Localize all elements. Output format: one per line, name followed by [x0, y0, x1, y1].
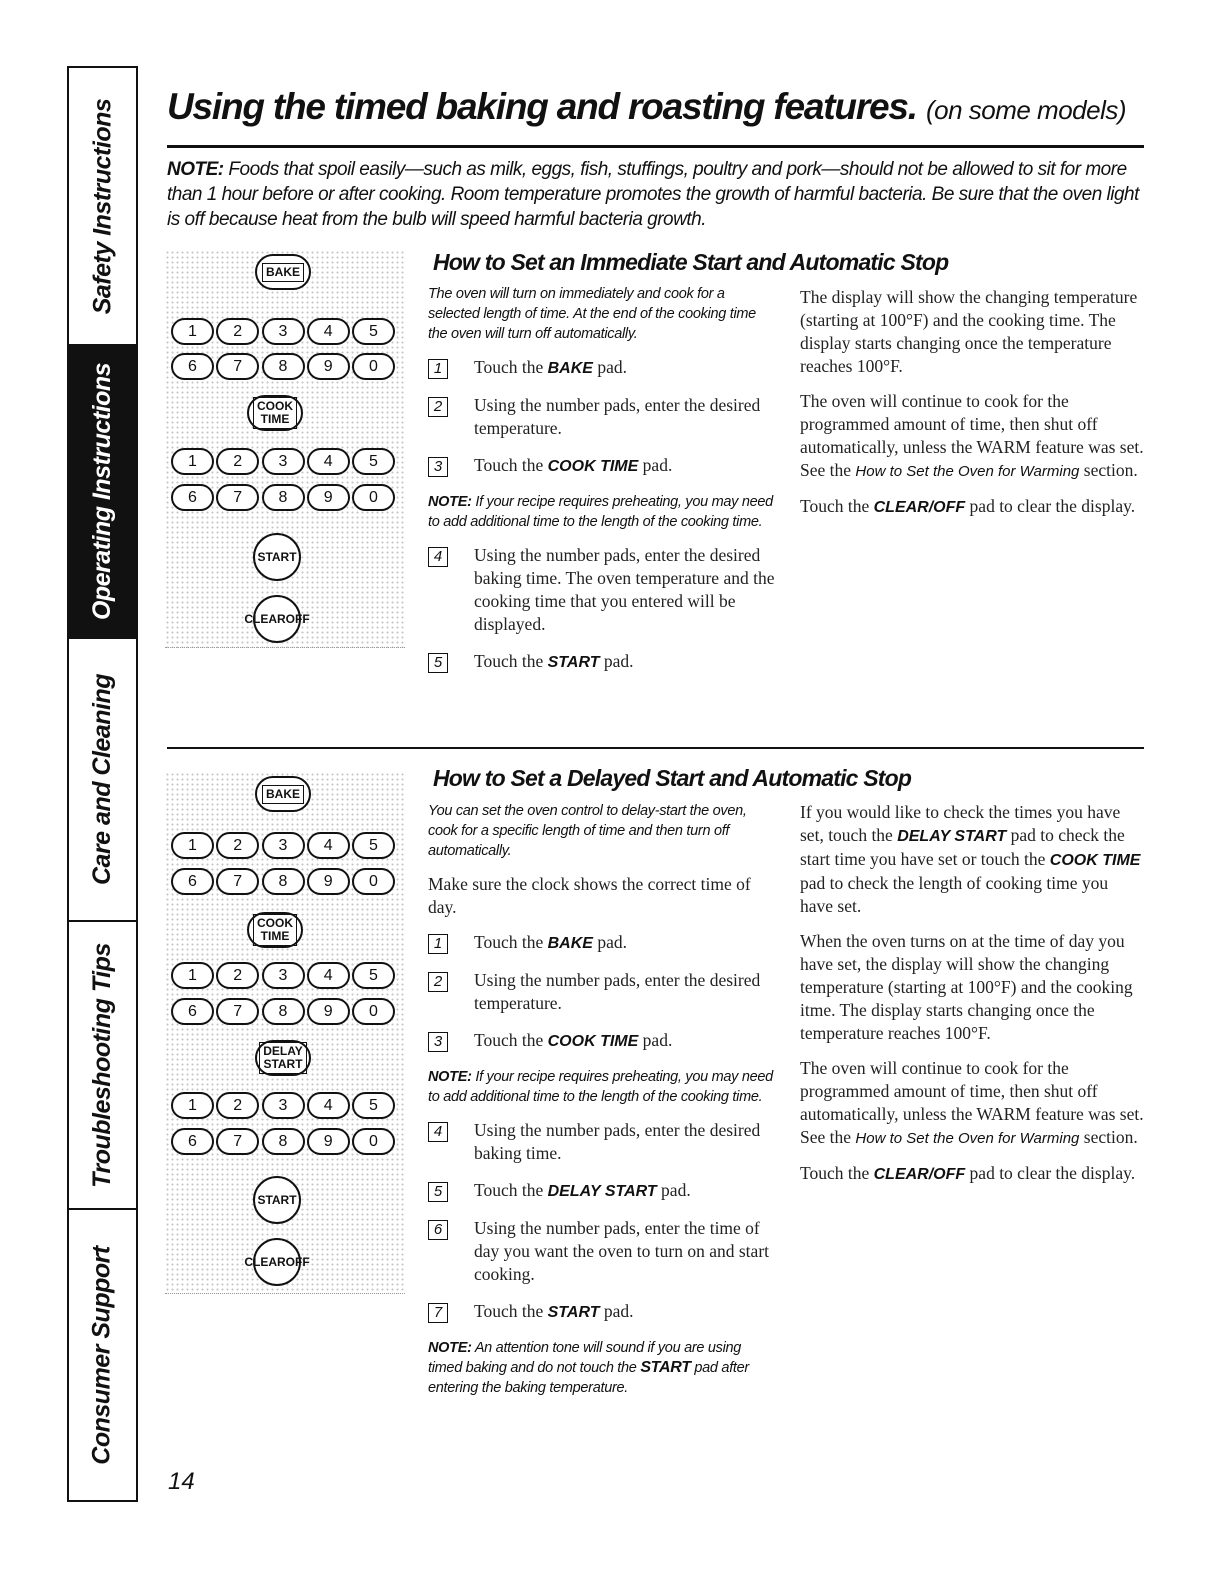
number-pad: 7	[216, 1128, 259, 1155]
cook-time-keyword: COOK TIME	[547, 1033, 639, 1050]
display-paragraph: The display will show the changing temperature (starting at 100°F) and the cooking time. The display starts changing once the temperature reaches 100°F.	[800, 287, 1138, 376]
title-subtitle: (on some models)	[925, 95, 1127, 125]
note-label: NOTE:	[167, 159, 224, 180]
section-heading-immediate-start: How to Set an Immediate Start and Automatic Stop	[433, 249, 949, 275]
start-keyword: START	[547, 654, 600, 671]
number-pad: 7	[216, 868, 259, 895]
number-pad: 8	[262, 1128, 305, 1155]
step-number: 1	[428, 934, 448, 954]
number-pad: 7	[216, 998, 259, 1025]
number-pad: 4	[307, 832, 350, 859]
start-keyword: START	[640, 1359, 691, 1376]
section1-intro: The oven will turn on immediately and cook for a selected length of time. At the end of the cooking time the oven will turn off automatically.	[428, 286, 756, 342]
number-pad: 9	[307, 1128, 350, 1155]
step-number: 5	[428, 1182, 448, 1202]
tab-label: Consumer Support	[88, 1245, 116, 1465]
step-number: 4	[428, 1122, 448, 1142]
number-pad: 3	[262, 318, 305, 345]
number-row	[171, 832, 395, 859]
number-pad: 7	[216, 484, 259, 511]
number-row	[171, 868, 395, 895]
section2-right-column	[800, 801, 1145, 1198]
number-row	[171, 484, 395, 511]
number-pad: 9	[307, 868, 350, 895]
tab-label: Operating Instructions	[88, 362, 116, 621]
check-times-paragraph: If you would like to check the times you have set, touch the DELAY START pad to check the start time you have set or touch the COOK TIME pad to check the length of cooking time you have set.	[800, 802, 1141, 916]
display-paragraph: When the oven turns on at the time of day you have set, the display will show the changing temperature (starting at 100°F) and the cooking itme. The display starts changing once the temperature reaches 100°F.	[800, 931, 1133, 1043]
tab-operating-instructions[interactable]	[69, 346, 136, 639]
number-row	[171, 962, 395, 989]
step-number: 5	[428, 653, 448, 673]
section2-intro: You can set the oven control to delay-start the oven, cook for a specific length of time and then turn off automatically.	[428, 803, 747, 859]
number-pad: 3	[262, 962, 305, 989]
warming-section-reference: How to Set the Oven for Warming	[855, 463, 1080, 480]
number-row	[171, 1128, 395, 1155]
number-pad: 0	[352, 353, 395, 380]
number-pad: 3	[262, 1092, 305, 1119]
warm-paragraph: The oven will continue to cook for the programmed amount of time, then shut off automatically, unless the WARM feature was set. See the How to Set the Oven for Warming section.	[800, 1058, 1144, 1147]
tab-label: Safety Instructions	[88, 98, 116, 314]
tab-consumer-support[interactable]	[69, 1210, 136, 1500]
number-pad: 5	[352, 448, 395, 475]
number-pad: 4	[307, 1092, 350, 1119]
number-pad: 6	[171, 353, 214, 380]
start-pad: START	[253, 533, 301, 581]
title-text: Using the timed baking and roasting features.	[167, 86, 917, 127]
step-number: 4	[428, 547, 448, 567]
tab-care-and-cleaning[interactable]	[69, 639, 136, 922]
step-4: 4 Using the number pads, enter the desired baking time.	[428, 1119, 778, 1165]
number-pad: 7	[216, 353, 259, 380]
number-pad: 2	[216, 448, 259, 475]
step-2: 2 Using the number pads, enter the desired temperature.	[428, 394, 778, 440]
number-pad: 0	[352, 998, 395, 1025]
number-pad: 5	[352, 318, 395, 345]
number-pad: 0	[352, 868, 395, 895]
cook-time-keyword: COOK TIME	[1049, 852, 1141, 869]
step-3: 3 Touch the COOK TIME pad.	[428, 454, 778, 478]
keypad-illustration-delayed	[165, 772, 405, 1294]
section2-left-column	[428, 801, 778, 1410]
start-pad: START	[253, 1176, 301, 1224]
preheating-note: NOTE: If your recipe requires preheating, you may need to add additional time to the length of the cooking time.	[428, 1069, 773, 1105]
step-number: 7	[428, 1303, 448, 1323]
title-divider	[167, 145, 1144, 148]
delay-start-keyword: DELAY START	[897, 828, 1007, 845]
start-keyword: START	[547, 1304, 600, 1321]
section1-right-column	[800, 286, 1145, 531]
cook-time-keyword: COOK TIME	[547, 458, 639, 475]
clear-off-pad: CLEAR OFF	[253, 595, 301, 643]
step-3: 3 Touch the COOK TIME pad.	[428, 1029, 778, 1053]
section-heading-delayed-start: How to Set a Delayed Start and Automatic Stop	[433, 765, 912, 791]
number-pad: 3	[262, 448, 305, 475]
step-number: 6	[428, 1220, 448, 1240]
number-pad: 2	[216, 1092, 259, 1119]
number-pad: 5	[352, 1092, 395, 1119]
step-number: 1	[428, 359, 448, 379]
delay-start-keyword: DELAY START	[547, 1183, 657, 1200]
sidebar-nav	[67, 66, 138, 1502]
number-pad: 6	[171, 868, 214, 895]
number-pad: 6	[171, 484, 214, 511]
number-pad: 1	[171, 448, 214, 475]
number-pad: 9	[307, 353, 350, 380]
step-number: 2	[428, 972, 448, 992]
number-pad: 4	[307, 448, 350, 475]
delay-start-pad: DELAY START	[255, 1040, 311, 1076]
bake-pad: BAKE	[255, 254, 311, 290]
number-row	[171, 998, 395, 1025]
number-pad: 0	[352, 484, 395, 511]
tab-label: Care and Cleaning	[88, 674, 116, 885]
number-pad: 4	[307, 318, 350, 345]
number-pad: 5	[352, 832, 395, 859]
step-number: 3	[428, 1032, 448, 1052]
number-pad: 2	[216, 832, 259, 859]
number-row	[171, 353, 395, 380]
number-pad: 8	[262, 353, 305, 380]
page-number: 14	[168, 1468, 195, 1495]
attention-tone-note: NOTE: An attention tone will sound if you are using timed baking and do not touch the START pad after entering the baking temperature.	[428, 1340, 749, 1396]
food-safety-note	[167, 157, 1147, 232]
section-divider	[167, 747, 1144, 749]
warming-section-reference: How to Set the Oven for Warming	[855, 1130, 1080, 1147]
step-number: 2	[428, 397, 448, 417]
warm-paragraph: The oven will continue to cook for the programmed amount of time, then shut off automatically, unless the WARM feature was set. See the How to Set the Oven for Warming section.	[800, 391, 1144, 480]
number-pad: 4	[307, 962, 350, 989]
tab-safety-instructions[interactable]	[69, 68, 136, 346]
clear-paragraph: Touch the CLEAR/OFF pad to clear the display.	[800, 496, 1136, 516]
number-pad: 3	[262, 832, 305, 859]
clear-paragraph: Touch the CLEAR/OFF pad to clear the display.	[800, 1163, 1136, 1183]
number-pad: 6	[171, 1128, 214, 1155]
number-pad: 8	[262, 868, 305, 895]
bake-keyword: BAKE	[547, 935, 593, 952]
number-pad: 1	[171, 1092, 214, 1119]
step-1: 1 Touch the BAKE pad.	[428, 931, 778, 955]
number-pad: 1	[171, 318, 214, 345]
number-row	[171, 1092, 395, 1119]
cook-time-pad: COOK TIME	[247, 912, 303, 948]
section1-left-column	[428, 284, 778, 688]
keypad-illustration-immediate	[165, 250, 405, 648]
number-pad: 9	[307, 998, 350, 1025]
clock-instruction: Make sure the clock shows the correct time of day.	[428, 874, 751, 917]
number-pad: 8	[262, 998, 305, 1025]
number-row	[171, 318, 395, 345]
bake-keyword: BAKE	[547, 360, 593, 377]
cook-time-pad: COOK TIME	[247, 395, 303, 431]
step-4: 4 Using the number pads, enter the desired baking time. The oven temperature and the cooking time that you entered will be displayed.	[428, 544, 778, 636]
number-pad: 2	[216, 318, 259, 345]
number-pad: 9	[307, 484, 350, 511]
number-pad: 1	[171, 962, 214, 989]
step-number: 3	[428, 457, 448, 477]
step-5: 5 Touch the START pad.	[428, 650, 778, 674]
number-pad: 8	[262, 484, 305, 511]
number-pad: 0	[352, 1128, 395, 1155]
step-6: 6 Using the number pads, enter the time of day you want the oven to turn on and start cooking.	[428, 1217, 778, 1286]
bake-pad: BAKE	[255, 776, 311, 812]
number-pad: 6	[171, 998, 214, 1025]
step-7: 7 Touch the START pad.	[428, 1300, 778, 1324]
tab-label: Troubleshooting Tips	[88, 942, 117, 1188]
step-2: 2 Using the number pads, enter the desired temperature.	[428, 969, 778, 1015]
number-row	[171, 448, 395, 475]
step-1: 1 Touch the BAKE pad.	[428, 356, 778, 380]
number-pad: 5	[352, 962, 395, 989]
clear-off-keyword: CLEAR/OFF	[873, 1166, 966, 1183]
preheating-note: NOTE: If your recipe requires preheating, you may need to add additional time to the length of the cooking time.	[428, 494, 773, 530]
pad-edge	[165, 1293, 405, 1294]
number-pad: 1	[171, 832, 214, 859]
clear-off-pad: CLEAR OFF	[253, 1238, 301, 1286]
page-title	[167, 86, 1126, 128]
step-5: 5 Touch the DELAY START pad.	[428, 1179, 778, 1203]
note-text: Foods that spoil easily—such as milk, eggs, fish, stuffings, poultry and pork—should not be allowed to sit for more than 1 hour before or after cooking. Room temperature promotes the growth of harmful bacteria. Be sure that the oven light is off because heat from the bulb will speed harmful bacteria growth.	[167, 159, 1139, 230]
number-pad: 2	[216, 962, 259, 989]
pad-edge	[165, 647, 405, 648]
clear-off-keyword: CLEAR/OFF	[873, 499, 966, 516]
tab-troubleshooting-tips[interactable]	[69, 922, 136, 1210]
